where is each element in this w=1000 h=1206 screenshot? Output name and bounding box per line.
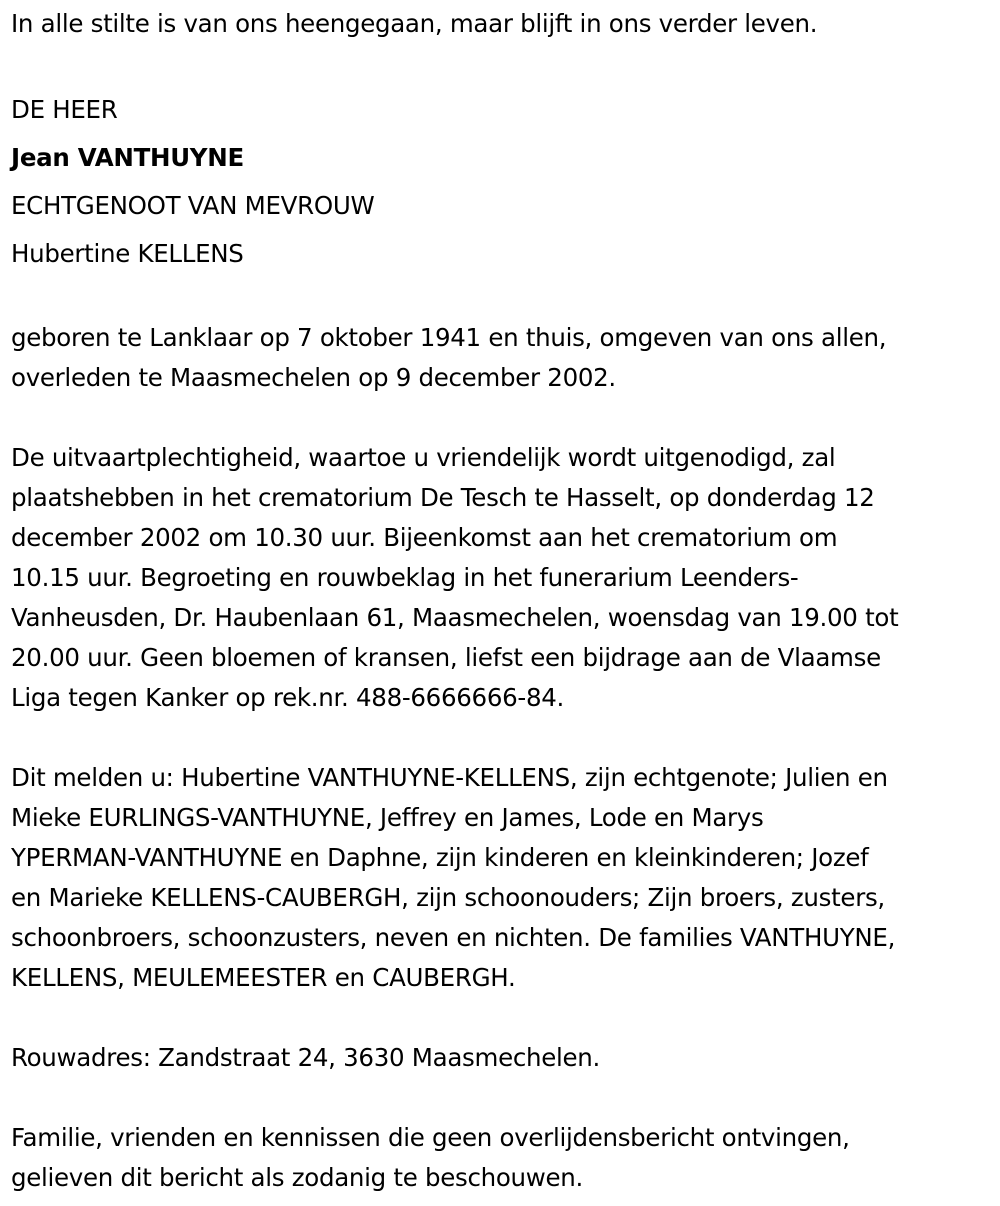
spacer	[11, 46, 996, 86]
death-notice	[11, 2, 996, 1198]
spouse-label: ECHTGENOOT VAN MEVROUW	[11, 191, 375, 220]
family-paragraph: Dit melden u: Hubertine VANTHUYNE-KELLENS, zijn echtgenote; Julien en Mieke EURLINGS-VANTHUYNE, Jeffrey en James, Lode en Marys YPERMAN-VANTHUYNE en Daphne, zijn kinderen en kleinkinderen; Jozef en Marieke KELLENS-CAUBERGH, zijn schoonouders; Zijn broers, zusters, schoonbroers, schoonzusters, neven en nichten. De families VANTHUYNE, KELLENS, MEULEMEESTER en CAUBERGH.	[11, 763, 896, 992]
deceased-name: Jean VANTHUYNE	[11, 143, 244, 172]
title-line: DE HEER	[11, 95, 118, 124]
spacer	[11, 278, 996, 318]
ceremony-paragraph: De uitvaartplechtigheid, waartoe u vriendelijk wordt uitgenodigd, zal plaatshebben in het crematorium De Tesch te Hasselt, op donderdag 12 december 2002 om 10.30 uur. Bijeenkomst aan het crematorium om 10.15 uur. Begroeting en rouwbeklag in het funerarium Leenders- Vanheusden, Dr. Haubenlaan 61, Maasmechelen, woensdag van 19.00 tot 20.00 uur. Geen bloemen of kransen, liefst een bijdrage aan de Vlaamse Liga tegen Kanker op rek.nr. 488-6666666-84.	[11, 443, 899, 712]
address-line: Rouwadres: Zandstraat 24, 3630 Maasmechelen.	[11, 1043, 601, 1072]
spacer	[11, 998, 996, 1038]
closing-paragraph: Familie, vrienden en kennissen die geen overlijdensbericht ontvingen, gelieven dit bericht als zodanig te beschouwen.	[11, 1123, 850, 1192]
spacer	[11, 1078, 996, 1118]
opening-line: In alle stilte is van ons heengegaan, maar blijft in ons verder leven.	[11, 9, 818, 38]
spacer	[11, 718, 996, 758]
spacer	[11, 398, 996, 438]
birth-death-paragraph: geboren te Lanklaar op 7 oktober 1941 en thuis, omgeven van ons allen, overleden te Maasmechelen op 9 december 2002.	[11, 323, 887, 392]
spouse-name: Hubertine KELLENS	[11, 239, 244, 268]
